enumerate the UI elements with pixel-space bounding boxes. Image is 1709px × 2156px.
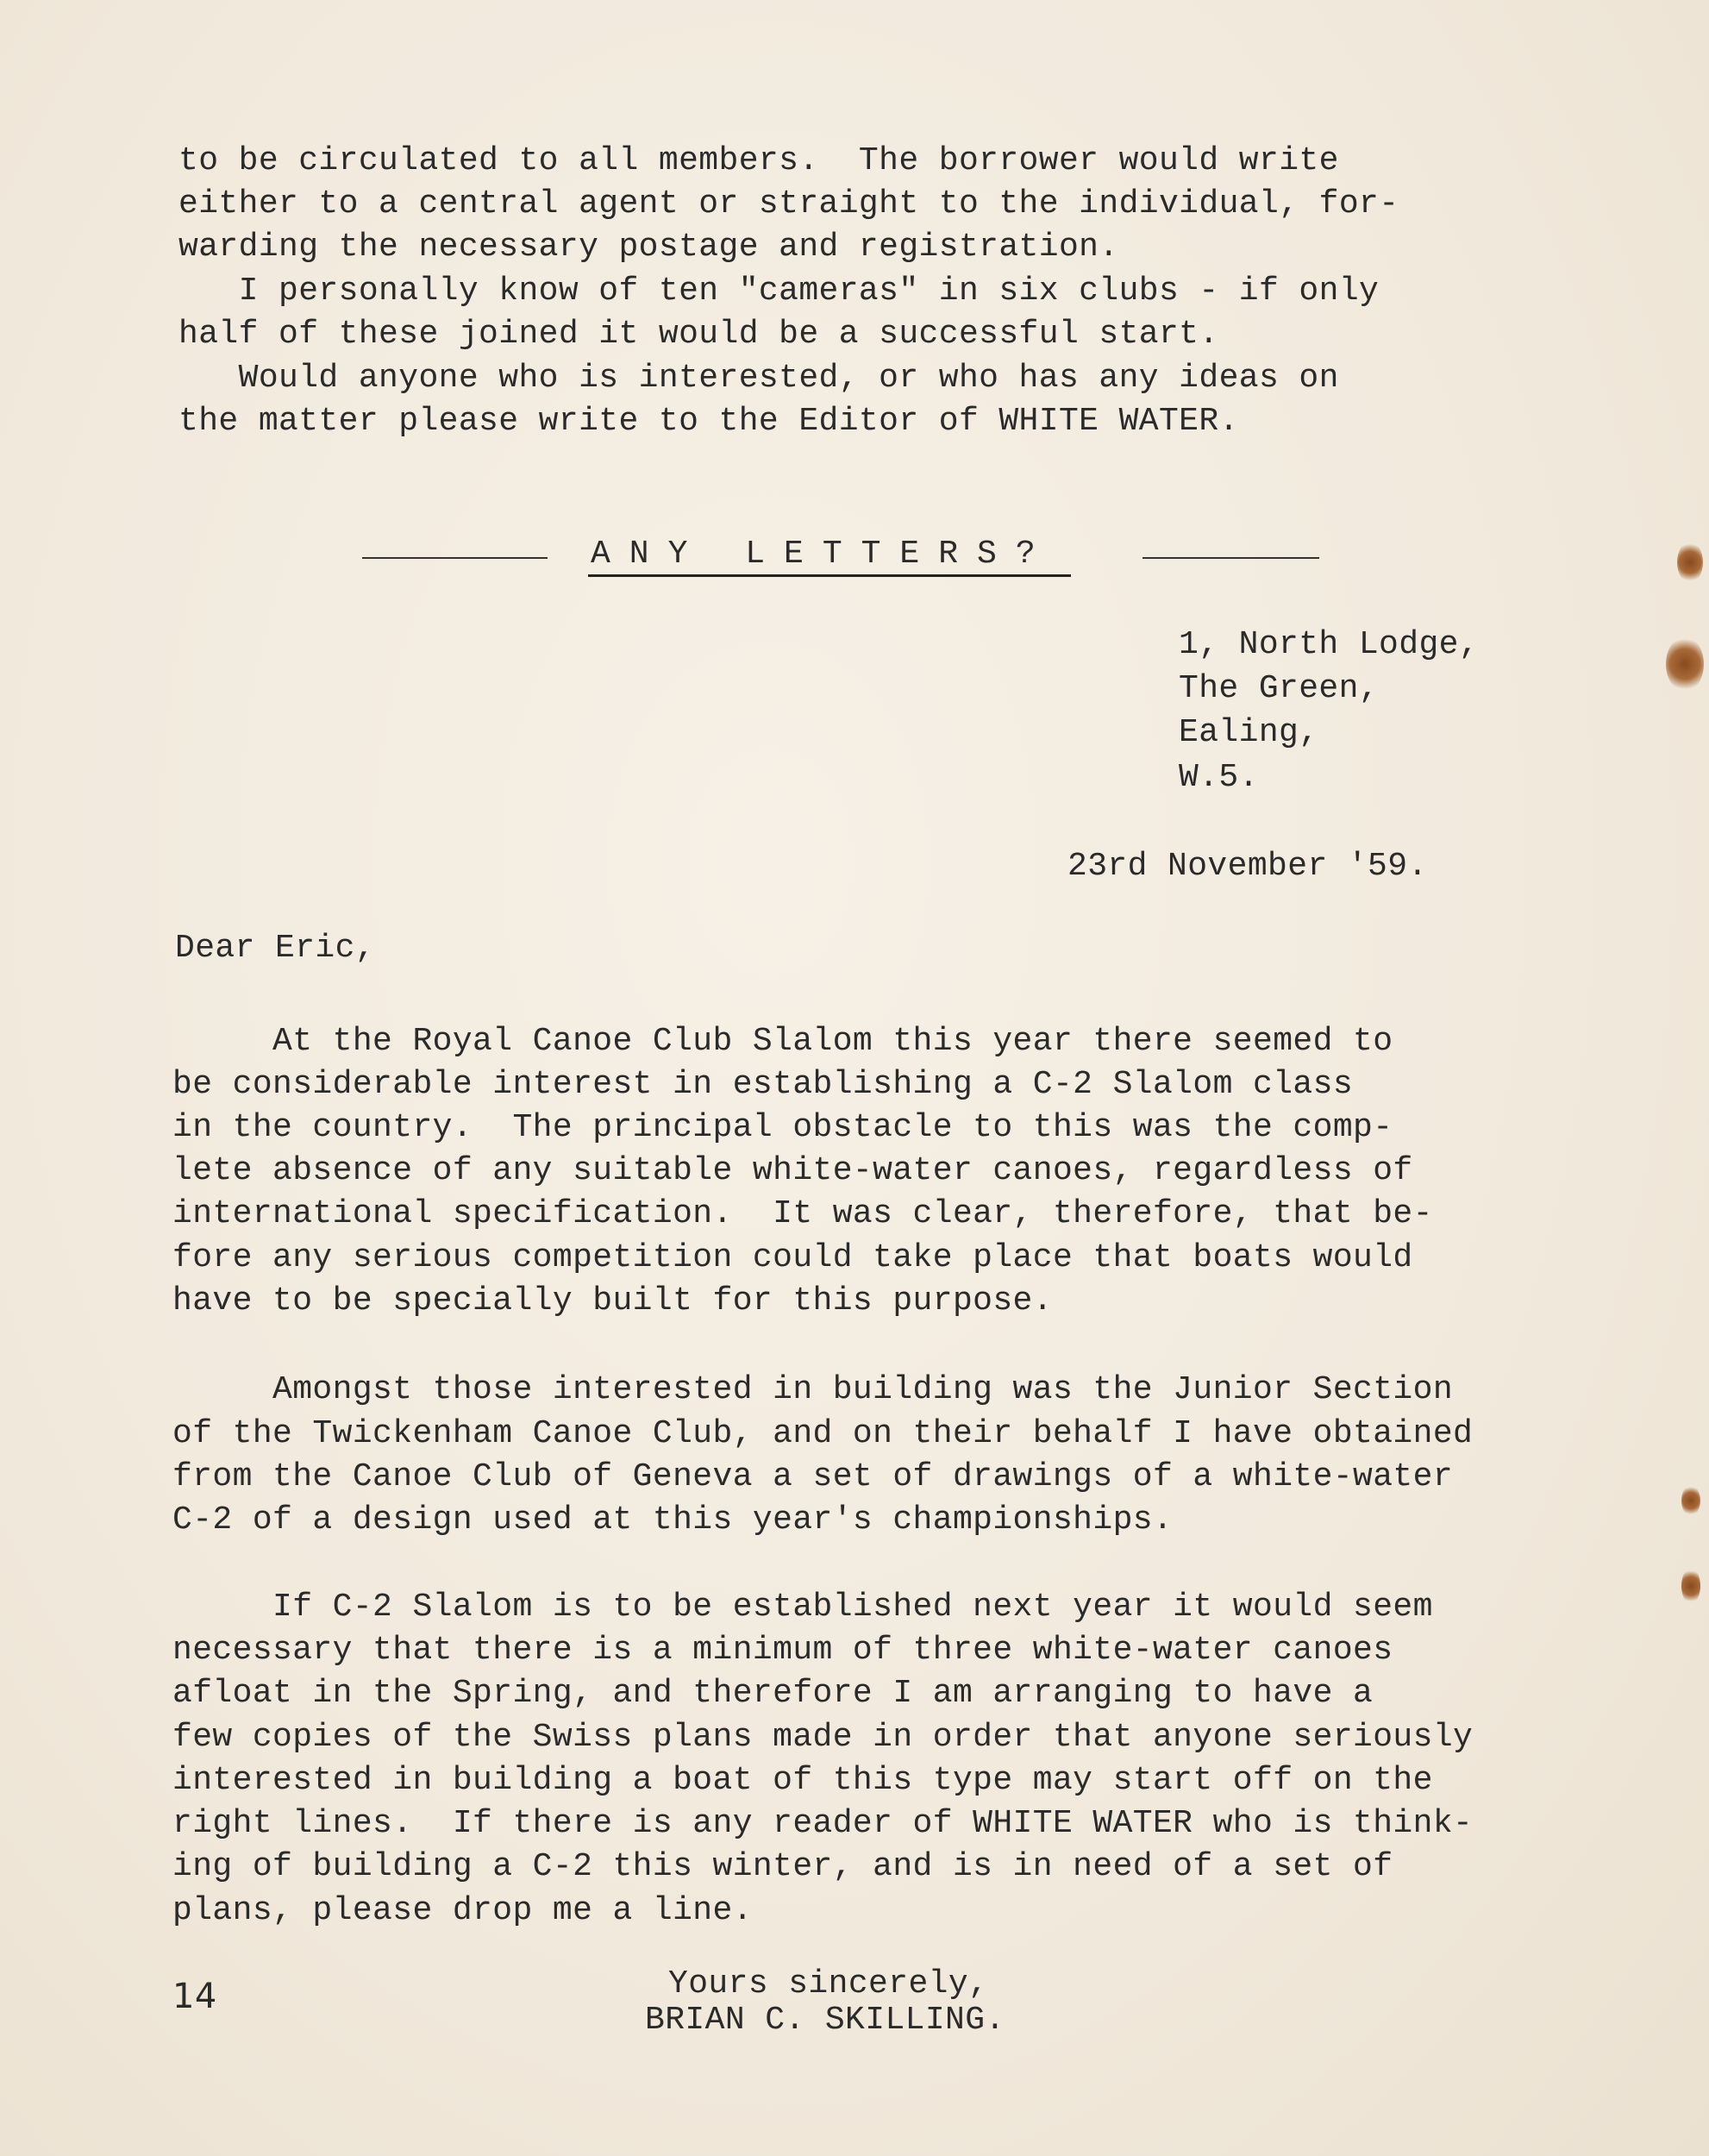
intro-line: half of these joined it would be a successful start. — [178, 316, 1219, 353]
rust-stain — [1681, 1568, 1700, 1604]
paragraph-line: interested in building a boat of this type may start off on the — [172, 1762, 1433, 1799]
paragraph-line: Amongst those interested in building was the Junior Section — [172, 1371, 1454, 1408]
address-line: 1, North Lodge, — [1179, 626, 1480, 663]
closing-phrase: Yours sincerely, — [668, 1965, 989, 2002]
letter-salutation: Dear Eric, — [175, 930, 376, 967]
paragraph-line: ing of building a C-2 this winter, and is in need of a set of — [172, 1848, 1393, 1885]
intro-line: either to a central agent or straight to the individual, for- — [178, 185, 1399, 222]
heading-rule-left — [362, 557, 548, 559]
page-number: 14 — [172, 1977, 217, 2016]
intro-line: I personally know of ten "cameras" in six clubs - if only — [178, 273, 1380, 310]
heading-underline — [588, 574, 1071, 577]
paragraph-line: necessary that there is a minimum of three white-water canoes — [172, 1632, 1393, 1669]
section-heading — [362, 533, 1319, 576]
paragraph-line: have to be specially built for this purpose. — [172, 1282, 1053, 1319]
signature: BRIAN C. SKILLING. — [645, 2002, 1005, 2039]
intro-line: to be circulated to all members. The borrower would write — [178, 142, 1339, 179]
address-line: The Green, — [1179, 670, 1380, 707]
address-line: Ealing, — [1179, 714, 1319, 751]
rust-stain — [1677, 542, 1703, 583]
paragraph-line: from the Canoe Club of Geneva a set of drawings of a white-water — [172, 1458, 1454, 1495]
paragraph-line: in the country. The principal obstacle to this was the comp- — [172, 1109, 1393, 1146]
intro-line: Would anyone who is interested, or who has any ideas on — [178, 360, 1339, 397]
paragraph-line: lete absence of any suitable white-water canoes, regardless of — [172, 1152, 1413, 1189]
address-line: W.5. — [1179, 759, 1259, 796]
heading-rule-right — [1142, 557, 1319, 559]
paragraph-line: be considerable interest in establishing a C-2 Slalom class — [172, 1066, 1354, 1103]
intro-line: the matter please write to the Editor of WHITE WATER. — [178, 403, 1239, 440]
intro-line: warding the necessary postage and registration. — [178, 229, 1119, 266]
paragraph-line: international specification. It was clear, therefore, that be- — [172, 1195, 1433, 1232]
rust-stain — [1666, 636, 1704, 692]
paragraph-line: plans, please drop me a line. — [172, 1892, 753, 1929]
letter-date: 23rd November '59. — [1067, 848, 1428, 885]
rust-stain — [1681, 1485, 1700, 1516]
paragraph-line: C-2 of a design used at this year's championships. — [172, 1501, 1174, 1539]
paragraph-line: of the Twickenham Canoe Club, and on their behalf I have obtained — [172, 1415, 1474, 1452]
paragraph-line: At the Royal Canoe Club Slalom this year there seemed to — [172, 1023, 1393, 1060]
paragraph-line: fore any serious competition could take place that boats would — [172, 1239, 1413, 1276]
paragraph-line: If C-2 Slalom is to be established next year it would seem — [172, 1589, 1433, 1626]
section-title: ANY LETTERS? — [591, 536, 1055, 573]
paragraph-line: few copies of the Swiss plans made in order that anyone seriously — [172, 1719, 1474, 1756]
paragraph-line: right lines. If there is any reader of WHITE WATER who is think- — [172, 1805, 1474, 1842]
paragraph-line: afloat in the Spring, and therefore I am arranging to have a — [172, 1675, 1374, 1712]
